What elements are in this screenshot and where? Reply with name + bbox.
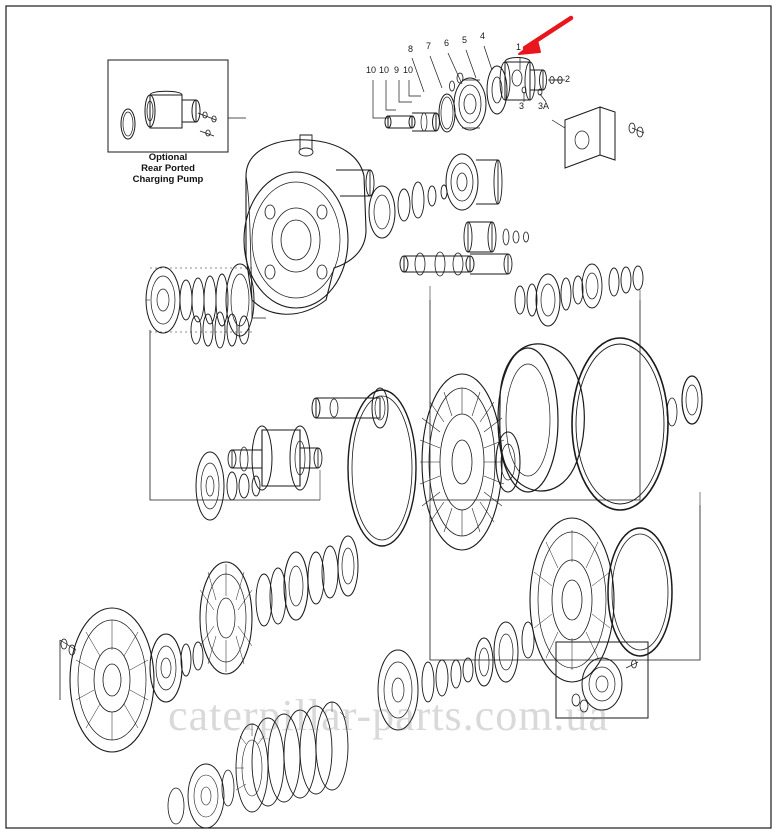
red-pointer-arrow bbox=[519, 18, 571, 54]
callout-label-6: 6 bbox=[444, 38, 450, 48]
mid-right-small-parts bbox=[369, 154, 529, 252]
center-shaft-assembly bbox=[400, 252, 512, 276]
left-small-rings-row bbox=[191, 312, 249, 348]
cover-plate-group bbox=[552, 107, 644, 168]
grouping-boxes bbox=[60, 300, 700, 700]
inset-caption-line-2: Rear Ported bbox=[141, 163, 195, 174]
site-watermark: caterpillar-parts.com.ua bbox=[168, 691, 609, 740]
main-housing bbox=[244, 135, 374, 318]
callout-label-3a: 3A bbox=[538, 101, 550, 111]
callout-label-10c: 10 bbox=[366, 65, 377, 75]
inset-caption-line-3: Charging Pump bbox=[132, 174, 204, 185]
inset-caption-line-1: Optional bbox=[148, 152, 188, 163]
left-gear-stack bbox=[146, 264, 254, 336]
callout-label-9: 9 bbox=[394, 65, 400, 75]
callout-label-3: 3 bbox=[519, 101, 525, 111]
centerlines bbox=[146, 286, 700, 505]
callout-label-5: 5 bbox=[462, 35, 468, 45]
inset-optional-pump bbox=[108, 60, 246, 152]
callout-label-2: 2 bbox=[565, 74, 571, 84]
callout-leader-lines bbox=[373, 46, 565, 118]
callout-label-7: 7 bbox=[426, 41, 432, 51]
callout-label-1: 1 bbox=[516, 42, 522, 52]
lower-center-parts bbox=[378, 622, 534, 730]
clutch-plate-stack bbox=[168, 702, 348, 828]
callout-label-10a: 10 bbox=[379, 65, 390, 75]
lower-right-disc bbox=[530, 518, 672, 682]
inset-caption bbox=[110, 152, 226, 185]
callout-label-8: 8 bbox=[408, 44, 414, 54]
torus-cover-large bbox=[498, 338, 702, 510]
right-upper-rings bbox=[515, 264, 643, 326]
callout-label-10b: 10 bbox=[403, 65, 414, 75]
lower-left-flywheel bbox=[60, 536, 358, 752]
callout-label-4: 4 bbox=[480, 31, 486, 41]
lower-right-inset bbox=[556, 642, 648, 718]
page-border bbox=[6, 6, 771, 828]
turbine-wheel bbox=[348, 374, 520, 550]
